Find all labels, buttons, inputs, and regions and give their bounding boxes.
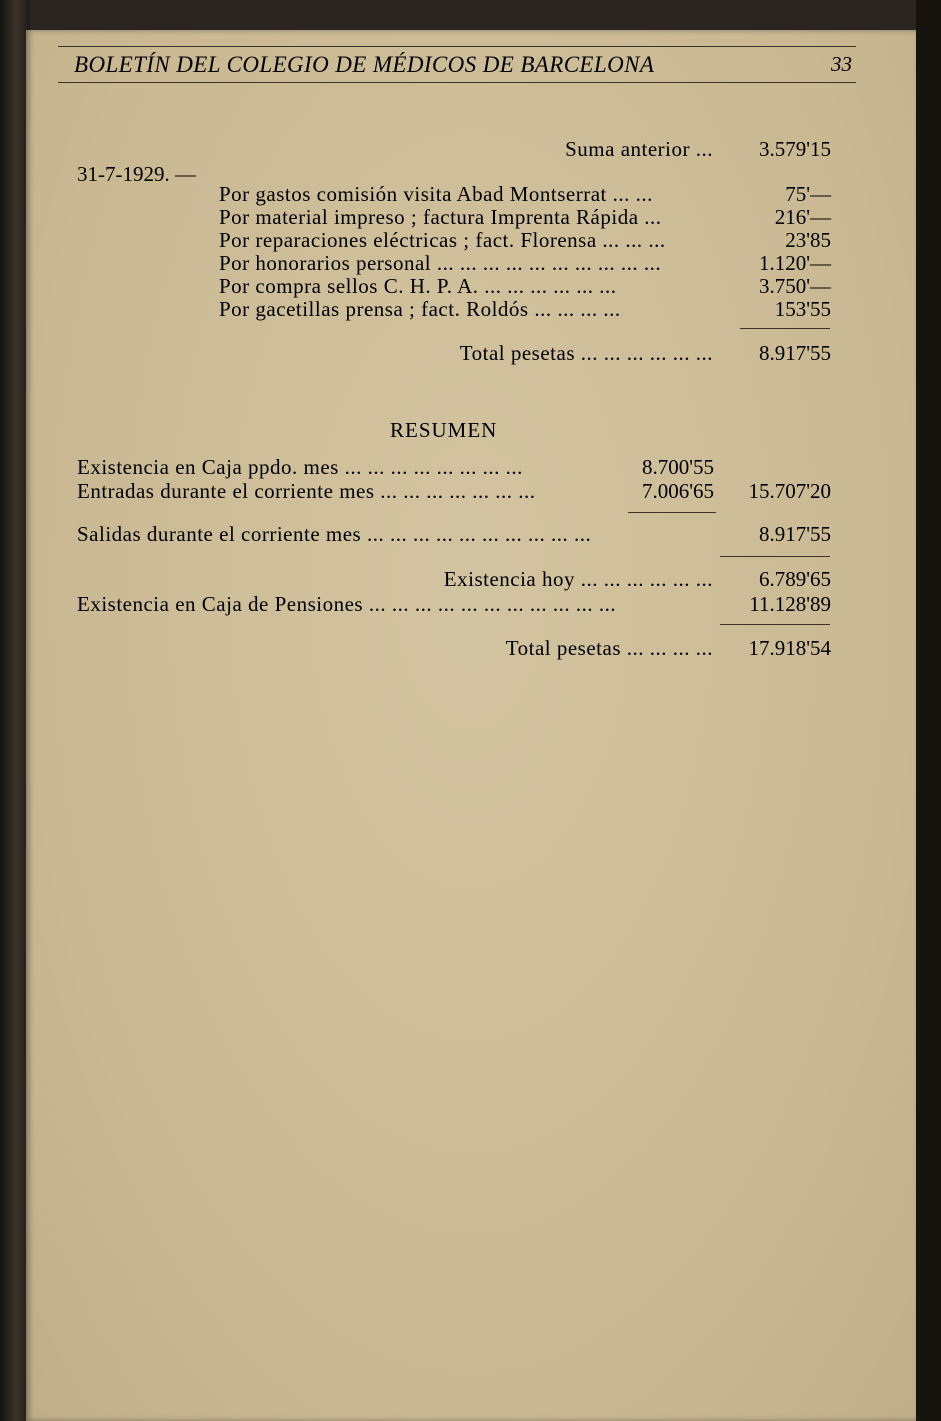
grand-total-rule bbox=[720, 624, 830, 625]
income-label: Entradas durante el corriente mes ... ... ... ... ... ... ... bbox=[77, 479, 536, 503]
page-number: 33 bbox=[831, 52, 852, 76]
expense-item-label: Por gacetillas prensa ; fact. Roldós ... ... ... ... bbox=[219, 297, 621, 321]
entry-date: 31-7-1929. — bbox=[77, 162, 196, 186]
running-head bbox=[58, 46, 856, 86]
expense-item-value: 216'— bbox=[774, 205, 831, 229]
expense-item-value: 1.120'— bbox=[758, 251, 831, 275]
income-total-value: 15.707'20 bbox=[748, 479, 831, 503]
cash-today-value: 6.789'65 bbox=[758, 567, 831, 591]
grand-total-label: Total pesetas ... ... ... ... bbox=[505, 636, 713, 660]
income-value: 7.006'65 bbox=[641, 479, 714, 503]
header-rule-bottom bbox=[58, 82, 856, 83]
journal-title: BOLETÍN DEL COLEGIO DE MÉDICOS DE BARCELONA bbox=[74, 52, 655, 77]
opening-balance-label: Existencia en Caja ppdo. mes ... ... ... ... ... ... ... ... bbox=[77, 455, 523, 479]
grand-total-value: 17.918'54 bbox=[748, 636, 831, 660]
expense-item-label: Por honorarios personal ... ... ... ... ... ... ... ... ... ... bbox=[219, 251, 662, 275]
expenses-label: Salidas durante el corriente mes ... ... ... ... ... ... ... ... ... ... bbox=[77, 522, 592, 546]
expense-item-label: Por reparaciones eléctricas ; fact. Florensa ... ... ... bbox=[219, 228, 666, 252]
pension-fund-label: Existencia en Caja de Pensiones ... ... ... ... ... ... ... ... ... ... ... bbox=[77, 592, 617, 616]
summary-heading: RESUMEN bbox=[390, 418, 498, 442]
ledger-total-value: 8.917'55 bbox=[758, 341, 831, 365]
opening-balance-value: 8.700'55 bbox=[641, 455, 714, 479]
cash-today-label: Existencia hoy ... ... ... ... ... ... bbox=[443, 567, 713, 591]
expense-item-label: Por material impreso ; factura Imprenta Rápida ... bbox=[219, 205, 662, 229]
income-rule bbox=[628, 512, 716, 513]
previous-sum-value: 3.579'15 bbox=[758, 137, 831, 161]
subtotal-rule bbox=[740, 328, 830, 329]
expense-item-label: Por compra sellos C. H. P. A. ... ... ... ... ... ... bbox=[219, 274, 617, 298]
expense-item-value: 23'85 bbox=[785, 228, 831, 252]
ledger-total-label: Total pesetas ... ... ... ... ... ... bbox=[459, 341, 713, 365]
page-edge-shadow bbox=[916, 0, 941, 1421]
header-rule-top bbox=[58, 46, 856, 47]
expense-item-value: 153'55 bbox=[774, 297, 831, 321]
expense-item-value: 3.750'— bbox=[758, 274, 831, 298]
expense-item-label: Por gastos comisión visita Abad Montserrat ... ... bbox=[219, 182, 653, 206]
expenses-value: 8.917'55 bbox=[758, 522, 831, 546]
pension-fund-value: 11.128'89 bbox=[749, 592, 831, 616]
expense-item-value: 75'— bbox=[785, 182, 831, 206]
expenses-rule bbox=[720, 556, 830, 557]
previous-sum-label: Suma anterior ... bbox=[565, 137, 713, 161]
